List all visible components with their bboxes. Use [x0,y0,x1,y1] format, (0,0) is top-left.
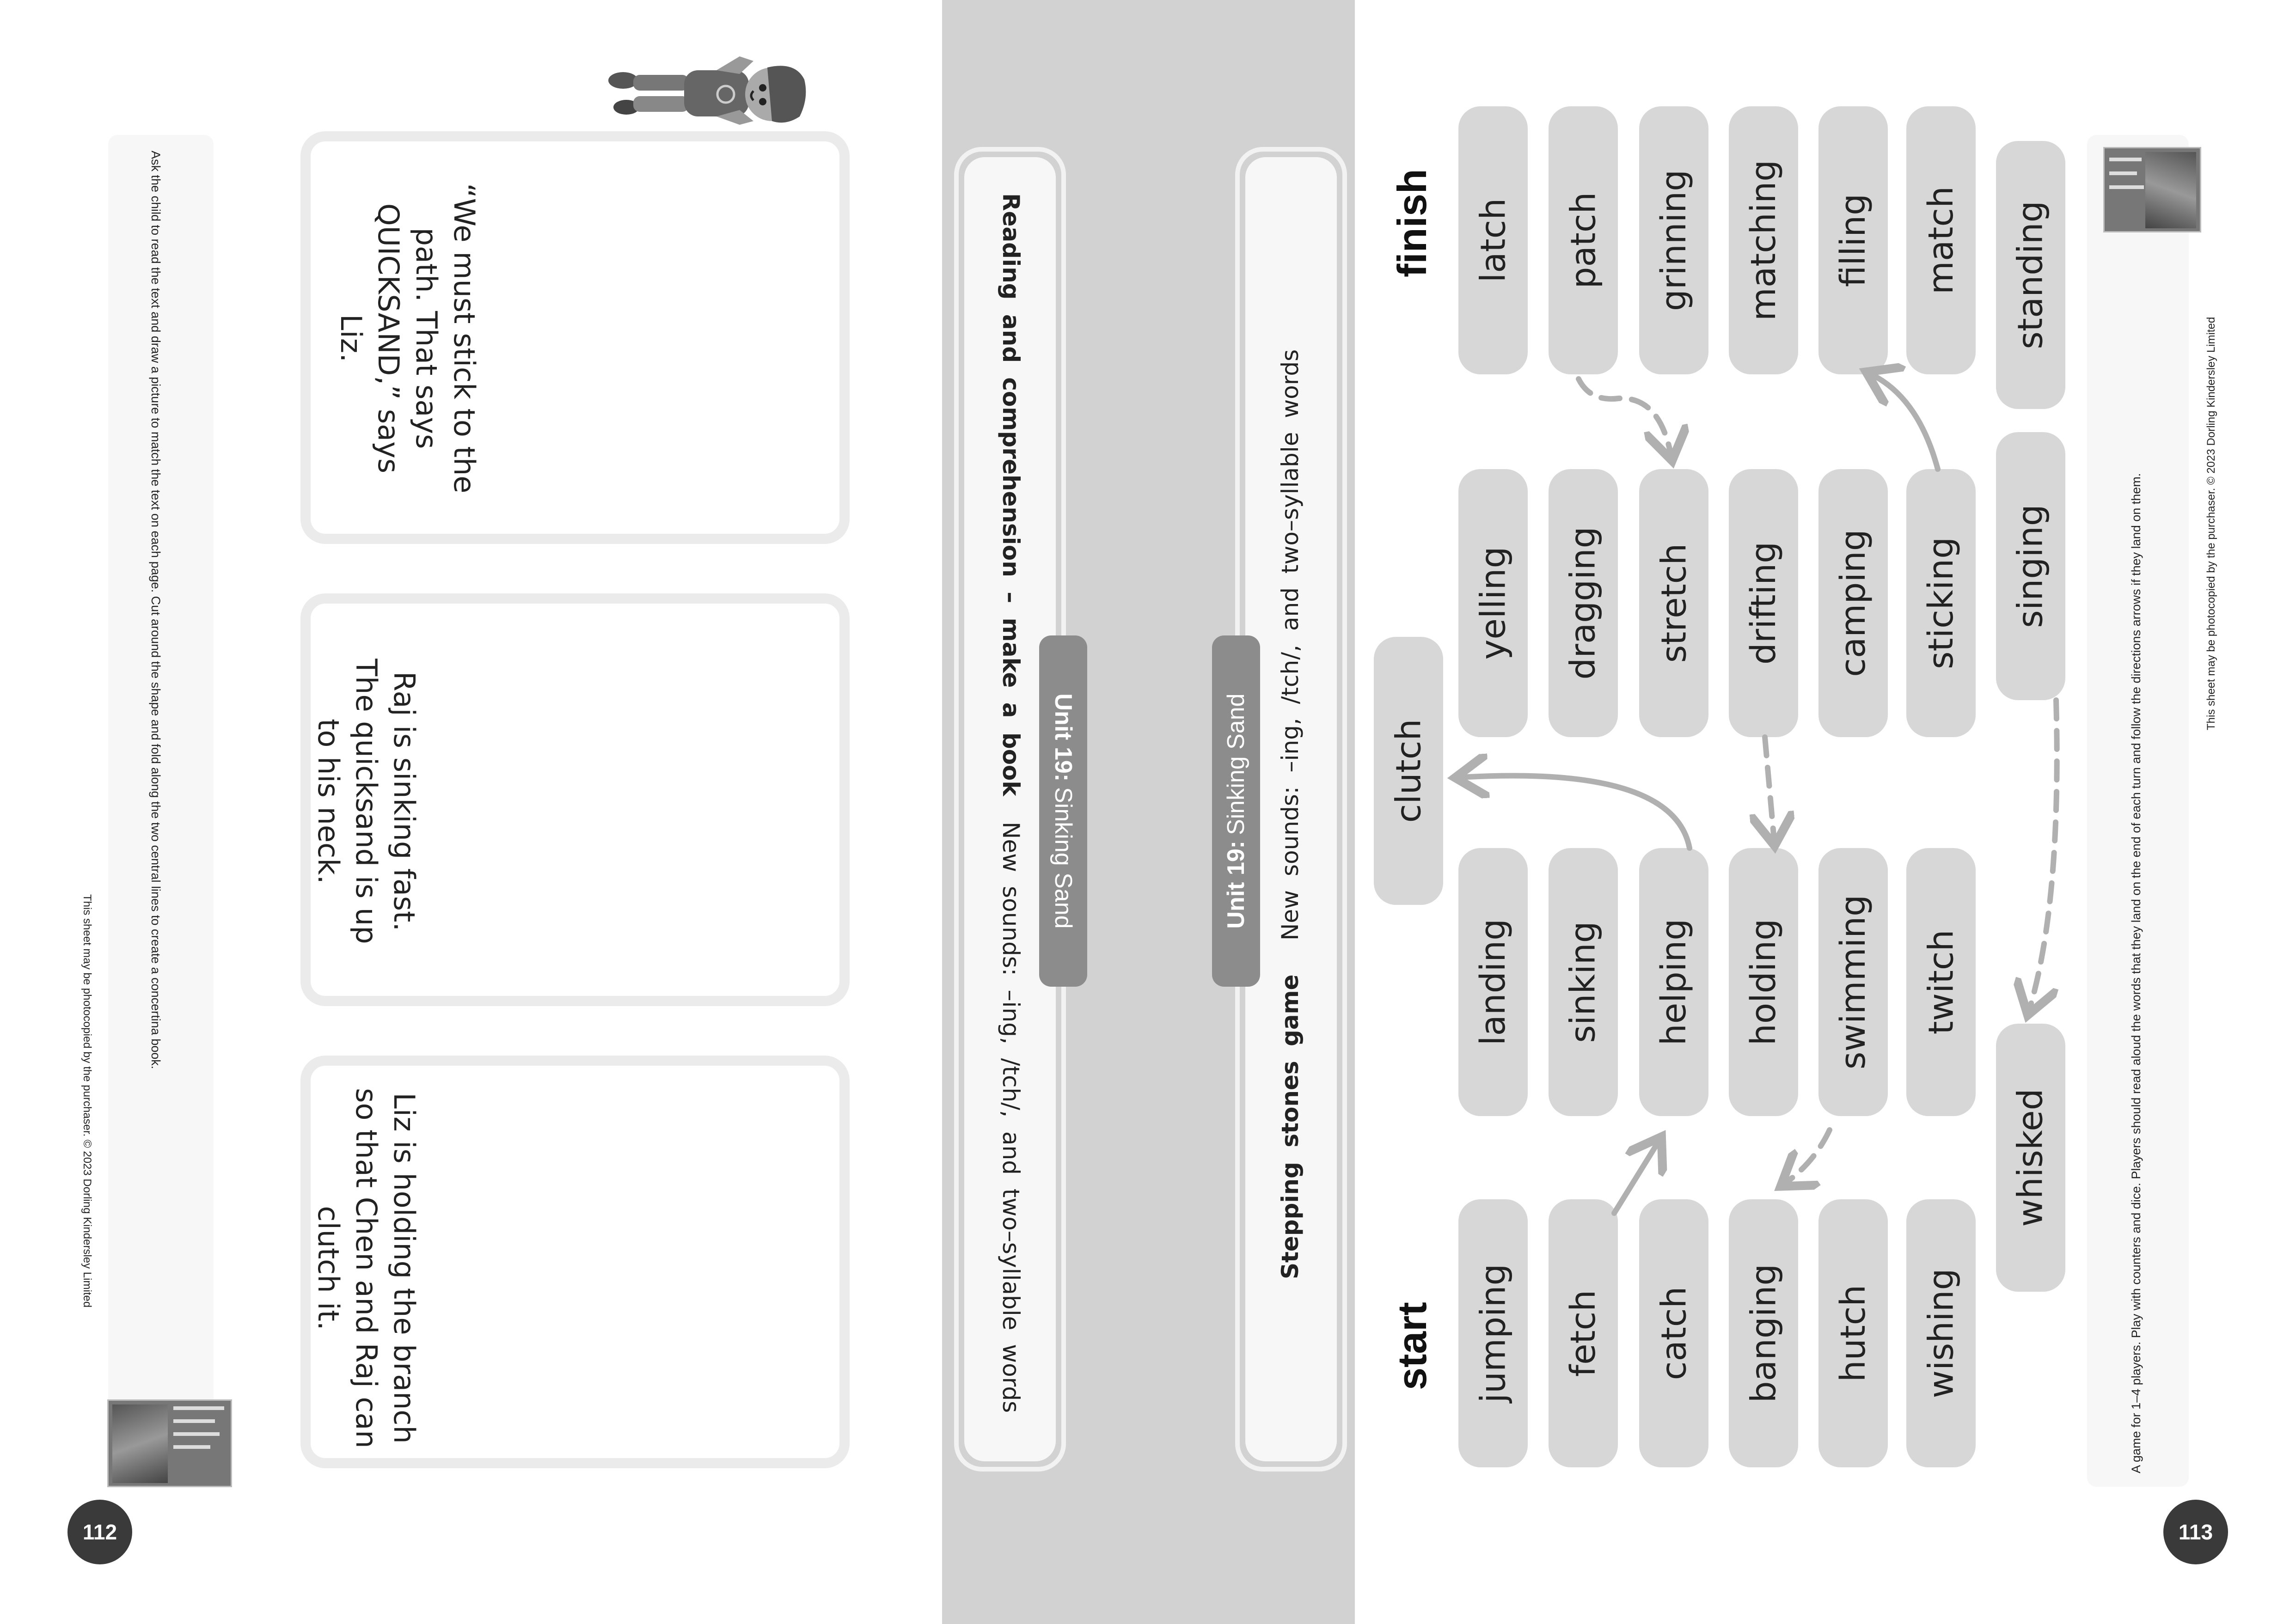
stone-fetch: fetch [1549,1199,1618,1467]
stone-matching: matching [1729,106,1798,374]
stone-hutch: hutch [1818,1199,1888,1467]
left-unit-title: Sinking Sand [1050,787,1077,929]
stone-sinking: sinking [1549,848,1618,1116]
right-activity-title: Stepping stones game [1277,974,1304,1279]
stone-jumping: jumping [1458,1199,1528,1467]
stone-wishing: wishing [1906,1199,1976,1467]
stone-twitch: twitch [1906,848,1976,1116]
stone-patch: patch [1549,106,1618,374]
arrow-drifting-holding [1765,737,1774,840]
right-copyright-text: This sheet may be photocopied by the purchaser. © 2023 Dorling Kindersley Limited [2205,317,2217,730]
right-sounds-text: New sounds: –ing, /tch/, and two–syllable words [1277,349,1304,940]
book-card-1-text: “We must stick to the path. That says QUICKSAND,” says Liz. [334,183,481,494]
stone-banging: banging [1729,1199,1798,1467]
stone-catch: catch [1639,1199,1708,1467]
arrow-helping-clutch [1461,775,1690,848]
left-copyright-text: This sheet may be photocopied by the purchaser. © 2023 Dorling Kindersley Limited [81,894,93,1308]
right-unit-label: Unit 19: [1223,840,1249,929]
right-instruction-text: A game for 1–4 players. Play with counters and dice. Players should read aloud the words that they land on the end of each turn and follow the directions arrows if they land on them. [2129,473,2143,1473]
arrow-sticking-filling [1871,374,1938,469]
left-activity-title: Reading and comprehension – make a book [998,193,1024,796]
book-cover-icon-right [2103,147,2201,232]
stone-swimming: swimming [1818,848,1888,1116]
finish-label: finish [1389,169,1435,277]
stone-yelling: yelling [1458,469,1528,737]
stone-landing: landing [1458,848,1528,1116]
stone-filling: filling [1818,106,1888,374]
arrow-patch-stretch [1579,379,1671,455]
arrow-singing-whisked [2029,700,2057,1010]
book-card-3-text: Liz is holding the branch so that Chen and Raj can clutch it. [312,1088,421,1448]
stone-whisked: whisked [1996,1024,2065,1292]
stone-sticking: sticking [1906,469,1976,737]
stone-latch: latch [1458,106,1528,374]
stone-stretch: stretch [1639,469,1708,737]
stone-holding: holding [1729,848,1798,1116]
stone-standing: standing [1996,141,2065,409]
page-number-left: 112 [67,1500,132,1564]
stone-singing: singing [1996,432,2065,700]
left-sounds-text: New sounds: –ing, /tch/, and two–syllable words [998,822,1024,1413]
stone-helping: helping [1639,848,1708,1116]
book-card-2-text: Raj is sinking fast. The quicksand is up to his neck. [312,659,421,944]
start-label: start [1389,1302,1435,1390]
stone-camping: camping [1818,469,1888,737]
stone-clutch: clutch [1374,637,1443,905]
left-instruction-text: Ask the child to read the text and draw a picture to match the text on each page. Cut around the shape and fold along the two central lines to create a concertina book. [149,151,163,1069]
stone-grinning: grinning [1639,106,1708,374]
stone-dragging: dragging [1549,469,1618,737]
left-unit-label: Unit 19: [1050,693,1077,782]
arrow-fetch-helping [1614,1142,1659,1213]
page-number-right: 113 [2163,1500,2228,1564]
arrow-swimming-banging [1785,1130,1830,1183]
stone-match: match [1906,106,1976,374]
stone-drifting: drifting [1729,469,1798,737]
right-unit-title: Sinking Sand [1223,693,1249,835]
